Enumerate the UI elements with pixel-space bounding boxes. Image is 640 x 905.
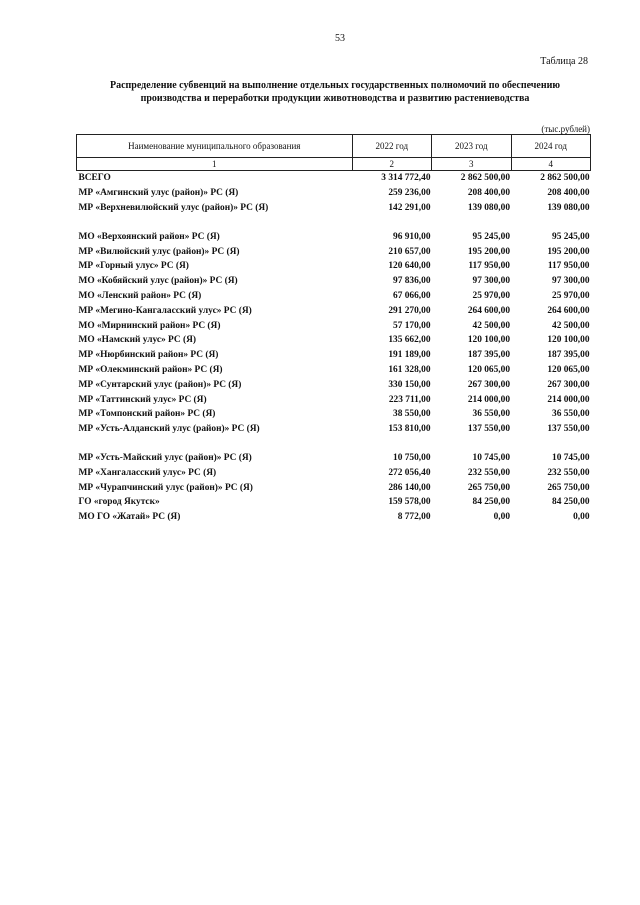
value-2022: 259 236,00: [388, 188, 431, 199]
table-row: [77, 407, 591, 422]
column-number: 1: [77, 158, 353, 171]
value-2023: 120 065,00: [467, 364, 510, 375]
value-2022: 223 711,00: [388, 394, 431, 405]
value-2024: 232 550,00: [547, 467, 590, 478]
value-2024: 137 550,00: [547, 424, 590, 435]
table-row: [77, 259, 591, 274]
value-2023: 97 300,00: [472, 276, 510, 287]
value-2024: 117 950,00: [547, 261, 590, 272]
value-2024: 36 550,00: [552, 409, 590, 420]
column-number: 3: [432, 158, 511, 171]
value-2024: 139 080,00: [547, 202, 590, 213]
row-name: МО ГО «Жатай» РС (Я): [78, 512, 181, 523]
value-2024: 208 400,00: [547, 188, 590, 199]
column-number: 4: [511, 158, 591, 171]
row-name: МО «Мирнинский район» РС (Я): [78, 320, 221, 331]
table-row: [77, 229, 591, 244]
value-2024: 97 300,00: [552, 276, 590, 287]
value-2024: 95 245,00: [552, 231, 590, 242]
value-2023: 117 950,00: [468, 261, 510, 272]
value-2023: 137 550,00: [467, 424, 510, 435]
table-row: [77, 465, 591, 480]
table-row: [77, 422, 591, 437]
header-2024: 2024 год: [511, 135, 591, 158]
value-2022: 135 662,00: [388, 335, 431, 346]
value-2024: 25 970,00: [552, 290, 590, 301]
table-row: [77, 333, 591, 348]
header-name: Наименование муниципального образования: [77, 135, 353, 158]
row-name: МО «Кобяйский улус (район)» РС (Я): [78, 276, 238, 287]
value-2022: 8 772,00: [397, 512, 431, 523]
value-2023: 267 300,00: [467, 379, 510, 390]
table-row-total: [77, 171, 591, 186]
row-spacer: [77, 215, 591, 229]
value-2022: 210 657,00: [388, 246, 431, 257]
table-row: [77, 318, 591, 333]
row-name: МР «Усть-Майский улус (район)» РС (Я): [78, 452, 252, 463]
value-2024: 42 500,00: [552, 320, 590, 331]
value-2023: 187 395,00: [467, 350, 510, 361]
row-name: МР «Верхневилюйский улус (район)» РС (Я): [78, 202, 269, 213]
column-number: 2: [352, 158, 431, 171]
table-row: [77, 392, 591, 407]
row-name: МР «Томпонский район» РС (Я): [78, 409, 216, 420]
value-2022: 120 640,00: [388, 261, 431, 272]
row-name: МО «Намский улус» РС (Я): [78, 335, 197, 346]
row-name: МР «Усть-Алданский улус (район)» РС (Я): [78, 424, 260, 435]
value-2022: 161 328,00: [388, 364, 431, 375]
value-2022: 67 066,00: [393, 290, 431, 301]
value-2022: 38 550,00: [393, 409, 431, 420]
row-name: ВСЕГО: [78, 173, 111, 184]
value-2024: 120 065,00: [547, 364, 590, 375]
value-2023: 232 550,00: [467, 467, 510, 478]
row-name: МР «Горный улус» РС (Я): [78, 261, 189, 272]
header-2022: 2022 год: [352, 135, 431, 158]
value-2022: 272 056,40: [388, 467, 431, 478]
table-row: [77, 377, 591, 392]
value-2022: 3 314 772,40: [381, 173, 431, 184]
value-2023: 120 100,00: [467, 335, 510, 346]
table-row: [77, 244, 591, 259]
table-row: [77, 274, 591, 289]
row-name: МР «Нюрбинский район» РС (Я): [78, 350, 219, 361]
row-spacer: [77, 437, 591, 451]
value-2023: 208 400,00: [467, 188, 510, 199]
value-2023: 36 550,00: [472, 409, 510, 420]
value-2022: 291 270,00: [388, 305, 431, 316]
table-row: [77, 510, 591, 525]
row-name: МР «Олекминский район» РС (Я): [78, 364, 223, 375]
value-2023: 95 245,00: [472, 231, 510, 242]
value-2022: 10 750,00: [393, 452, 431, 463]
value-2023: 25 970,00: [472, 290, 510, 301]
value-2024: 195 200,00: [547, 246, 590, 257]
value-2022: 159 578,00: [388, 497, 431, 508]
value-2022: 96 910,00: [393, 231, 431, 242]
value-2024: 0,00: [573, 512, 590, 523]
row-name: МР «Вилюйский улус (район)» РС (Я): [78, 246, 240, 257]
value-2023: 265 750,00: [467, 482, 510, 493]
value-2023: 84 250,00: [472, 497, 510, 508]
table-row: [77, 495, 591, 510]
page-number: 53: [335, 33, 345, 44]
table-header-row: [77, 135, 591, 158]
table-row: [77, 451, 591, 466]
value-2023: 0,00: [493, 512, 510, 523]
header-2023: 2023 год: [432, 135, 511, 158]
row-name: МО «Верхоянский район» РС (Я): [78, 231, 220, 242]
value-2024: 264 600,00: [547, 305, 590, 316]
value-2024: 187 395,00: [547, 350, 590, 361]
table-row: [77, 363, 591, 378]
value-2022: 97 836,00: [393, 276, 431, 287]
column-numbers-row: [77, 158, 591, 171]
value-2024: 267 300,00: [547, 379, 590, 390]
document-title: Распределение субвенций на выполнение отдельных государственных полномочий по обеспечению производства и переработки продукции животноводства и развитию растениеводства: [109, 80, 561, 104]
row-name: МР «Чурапчинский улус (район)» РС (Я): [78, 482, 253, 493]
subsidies-table: [76, 134, 591, 525]
row-name: ГО «город Якутск»: [78, 497, 160, 508]
value-2024: 214 000,00: [547, 394, 590, 405]
table-row: [77, 480, 591, 495]
table-row: [77, 186, 591, 201]
value-2023: 264 600,00: [467, 305, 510, 316]
value-2023: 214 000,00: [467, 394, 510, 405]
value-2023: 42 500,00: [472, 320, 510, 331]
value-2022: 191 189,00: [388, 350, 431, 361]
row-name: МР «Амгинский улус (район)» РС (Я): [78, 188, 239, 199]
value-2022: 330 150,00: [388, 379, 431, 390]
value-2022: 57 170,00: [393, 320, 431, 331]
value-2024: 120 100,00: [547, 335, 590, 346]
row-name: МО «Ленский район» РС (Я): [78, 290, 202, 301]
value-2024: 10 745,00: [552, 452, 590, 463]
table-row: [77, 289, 591, 304]
value-2023: 139 080,00: [467, 202, 510, 213]
units-label: (тыс.рублей): [541, 124, 590, 134]
value-2023: 195 200,00: [467, 246, 510, 257]
value-2023: 10 745,00: [472, 452, 510, 463]
value-2022: 286 140,00: [388, 482, 431, 493]
value-2024: 84 250,00: [552, 497, 590, 508]
row-name: МР «Таттинский улус» РС (Я): [78, 394, 207, 405]
value-2024: 265 750,00: [547, 482, 590, 493]
value-2022: 142 291,00: [388, 202, 431, 213]
row-name: МР «Хангаласский улус» РС (Я): [78, 467, 217, 478]
value-2024: 2 862 500,00: [540, 173, 590, 184]
value-2023: 2 862 500,00: [460, 173, 510, 184]
table-row: [77, 348, 591, 363]
row-name: МР «Мегино-Кангаласский улус» РС (Я): [78, 305, 252, 316]
value-2022: 153 810,00: [388, 424, 431, 435]
table-label: Таблица 28: [540, 56, 588, 67]
row-name: МР «Сунтарский улус (район)» РС (Я): [78, 379, 242, 390]
table-row: [77, 303, 591, 318]
table-row: [77, 201, 591, 216]
